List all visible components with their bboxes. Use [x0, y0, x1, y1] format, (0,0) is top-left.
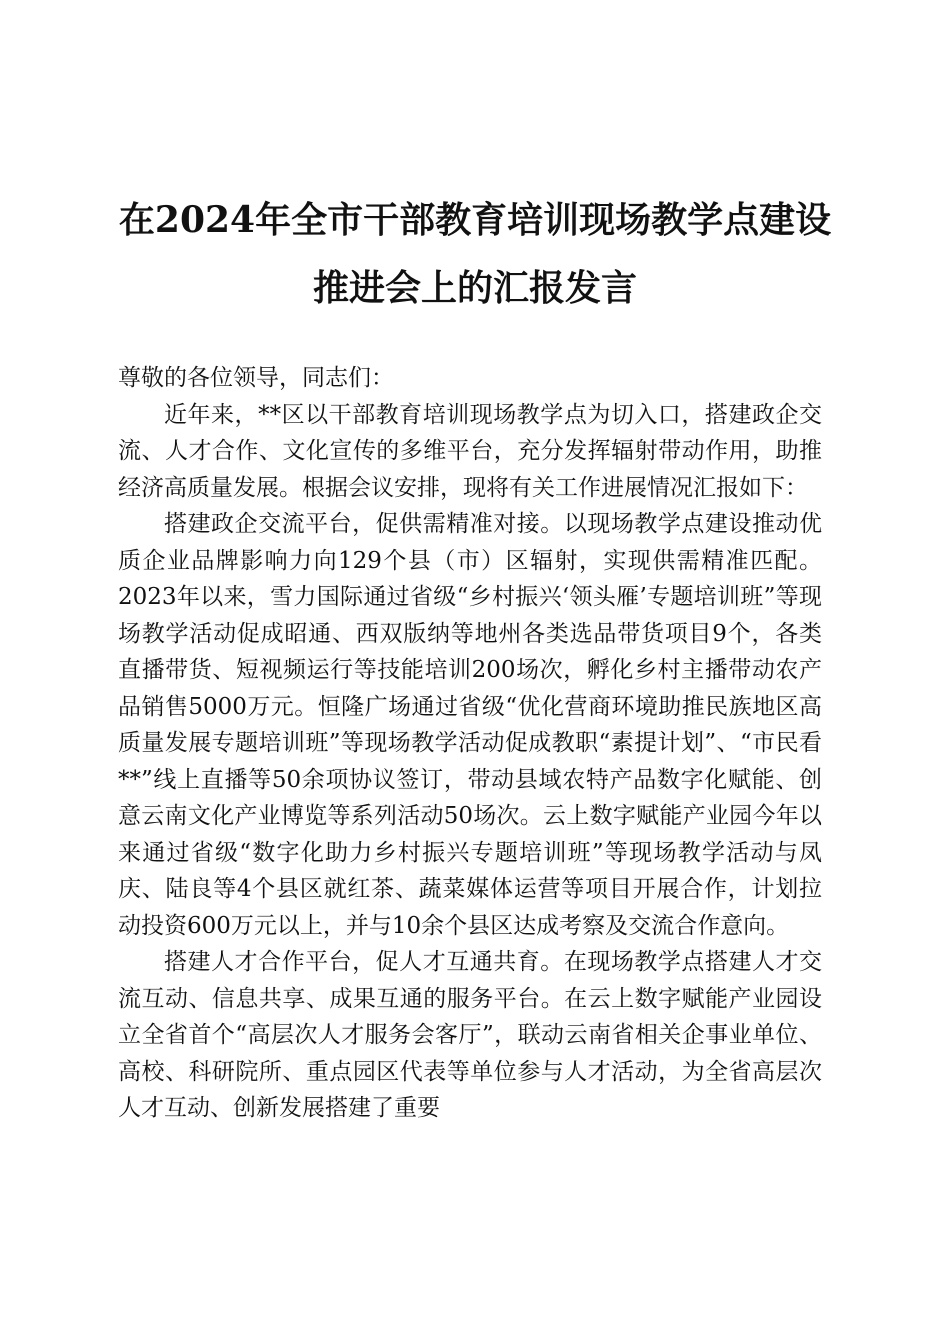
document-title-line-1: 在2024年全市干部教育培训现场教学点建设 — [118, 199, 832, 241]
paragraph-intro: 近年来，**区以干部教育培训现场教学点为切入口，搭建政企交流、人才合作、文化宣传的多维平台，充分发挥辐射带动作用，助推经济高质量发展。根据会议安排，现将有关工作进展情况汇报如下： — [118, 401, 822, 501]
document-title-line-2: 推进会上的汇报发言 — [312, 267, 637, 309]
paragraph-talent-platform: 搭建人才合作平台，促人才互通共育。在现场教学点搭建人才交流互动、信息共享、成果互通的服务平台。在云上数字赋能产业园设立全省首个“高层次人才服务会客厅”，联动云南省相关企事业单位、高校、科研院所、重点园区代表等单位参与人才活动，为全省高层次人才互动、创新发展搭建了重要 — [118, 949, 822, 1121]
paragraph-government-enterprise-platform: 搭建政企交流平台，促供需精准对接。以现场教学点建设推动优质企业品牌影响力向129个县（市）区辐射，实现供需精准匹配。2023年以来，雪力国际通过省级“乡村振兴‘领头雁’专题培训班”等现场教学活动促成昭通、西双版纳等地州各类选品带货项目9个，各类直播带货、短视频运行等技能培训200场次，孵化乡村主播带动农产品销售5000万元。恒隆广场通过省级“优化营商环境助推民族地区高质量发展专题培训班”等现场教学活动促成教职“素提计划”、“市民看**”线上直播等50余项协议签订，带动县域农特产品数字化赋能、创意云南文化产业博览等系列活动50场次。云上数字赋能产业园今年以来通过省级“数字化助力乡村振兴专题培训班”等现场教学活动与凤庆、陆良等4个县区就红茶、蔬菜媒体运营等项目开展合作，计划拉动投资600万元以上，并与10余个县区达成考察及交流合作意向。 — [118, 511, 822, 939]
salutation: 尊敬的各位领导，同志们： — [118, 365, 394, 391]
document-body — [118, 360, 822, 1127]
